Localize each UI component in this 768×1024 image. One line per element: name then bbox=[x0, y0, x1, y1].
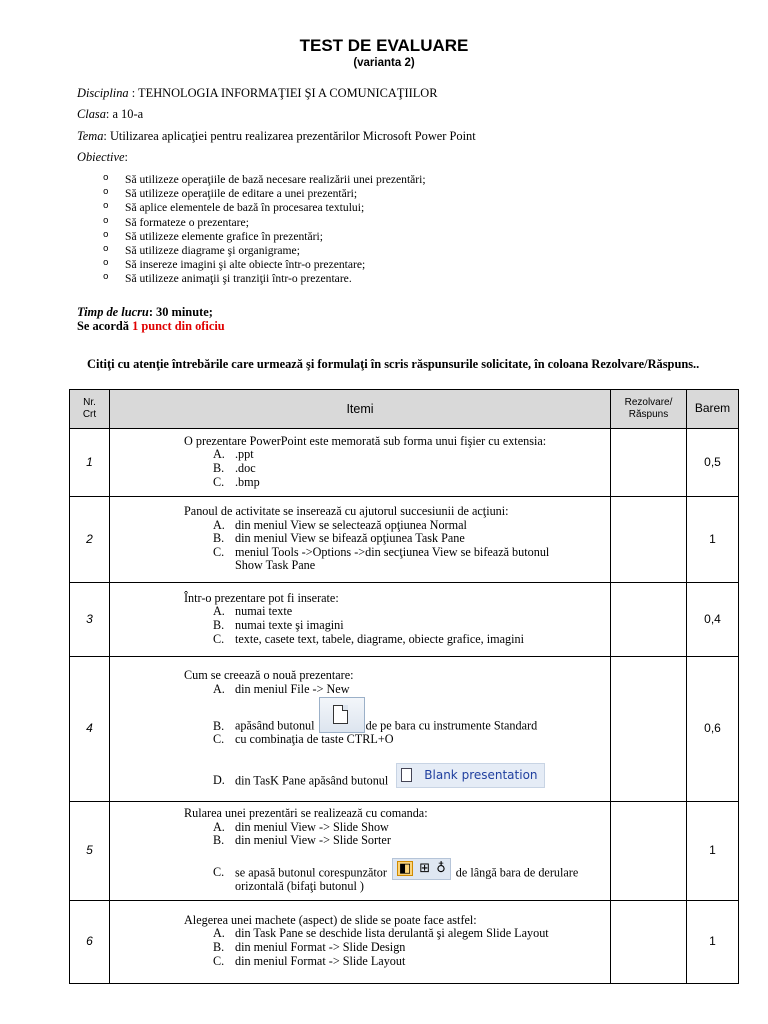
item-number: 2 bbox=[70, 497, 110, 583]
item-question: O prezentare PowerPoint este memorată sub forma unui fişier cu extensia: A. .ppt B. .doc C. .bmp bbox=[110, 429, 611, 497]
tema-line bbox=[77, 130, 476, 144]
option: B. .doc bbox=[213, 461, 256, 475]
item-barem: 1 bbox=[687, 900, 739, 983]
option: C. din meniul Format -> Slide Layout bbox=[213, 953, 406, 968]
clasa-label: Clasa bbox=[77, 107, 106, 121]
item-question: Alegerea unei machete (aspect) de slide se poate face astfel: A. din Task Pane se deschide lista derulantă şi alegem Slide Layout B. din meniul Format -> Slide Design C. din meniul Format -> Slide Layout bbox=[110, 900, 611, 983]
objective-item: o Să aplice elementele de bază în procesarea textului; bbox=[103, 201, 365, 215]
obiective-colon: : bbox=[124, 150, 128, 164]
option: A. .ppt bbox=[213, 447, 254, 462]
options-list bbox=[184, 605, 610, 646]
option: B. din meniul View -> Slide Sorter bbox=[213, 833, 391, 848]
objective-item: o Să utilizeze elemente grafice în prezentări; bbox=[103, 229, 323, 243]
options-list bbox=[184, 448, 610, 489]
bonus-line bbox=[77, 320, 225, 334]
header-nr: Nr. Crt bbox=[70, 390, 110, 429]
option: B. din meniul Format -> Slide Design bbox=[213, 940, 406, 955]
options-list bbox=[184, 927, 610, 968]
items-table bbox=[69, 389, 739, 984]
option: B. numai texte şi imagini bbox=[213, 618, 344, 632]
item-question: Cum se creează o nouă prezentare: A. din meniul File -> New B. apăsând butonul de pe bara cu instrumente Standard C. cu combinaţia de taste CTRL+O D. din TasK Pane apăsând butonul Blank presentation bbox=[110, 657, 611, 802]
blank-presentation-button: Blank presentation bbox=[396, 763, 544, 788]
time-value: : 30 minute; bbox=[148, 305, 213, 319]
objectives-list bbox=[103, 173, 426, 287]
option: C. texte, casete text, tabele, diagrame, obiecte grafice, imagini bbox=[213, 631, 524, 646]
slide-sorter-icon: ⊞ bbox=[419, 861, 431, 877]
item-barem: 0,5 bbox=[687, 429, 739, 497]
option: A. din meniul View -> Slide Show bbox=[213, 819, 389, 834]
option: D. din TasK Pane apăsând butonul Blank presentation bbox=[213, 763, 610, 788]
clasa-value: : a 10-a bbox=[105, 107, 144, 121]
obiective-label: Obiective bbox=[77, 150, 125, 164]
item-question: Panoul de activitate se inserează cu ajutorul succesiunii de acţiuni: A. din meniul View se selectează opţiunea Normal B. din meniul View se bifează opţiunea Task Pane C. meniul Tools ->Options ->din secţiunea View se bifează butonul Show Task Pane bbox=[110, 497, 611, 583]
answer-cell[interactable] bbox=[611, 497, 687, 583]
header-rezolvare: Rezolvare/ Răspuns bbox=[611, 390, 687, 429]
normal-view-icon: ◧ bbox=[399, 861, 412, 877]
option: C. se apasă butonul corespunzător ◧ ⊞ ♁ de lângă bara de derulare orizontală (bifaţi butonul ) bbox=[213, 858, 610, 894]
answer-cell[interactable] bbox=[611, 583, 687, 657]
answer-cell[interactable] bbox=[611, 900, 687, 983]
option: C. meniul Tools ->Options ->din secţiunea View se bifează butonul Show Task Pane bbox=[213, 544, 550, 573]
answer-cell[interactable] bbox=[611, 802, 687, 901]
bullet-icon: o bbox=[103, 243, 109, 254]
answer-cell[interactable] bbox=[611, 657, 687, 802]
bonus-highlight: 1 punct din oficiu bbox=[132, 319, 225, 333]
item-number: 4 bbox=[70, 657, 110, 802]
table-row bbox=[70, 900, 739, 983]
item-number: 5 bbox=[70, 802, 110, 901]
header-barem: Barem bbox=[687, 390, 739, 429]
objective-item: o Să insereze imagini şi alte obiecte într-o prezentare; bbox=[103, 258, 366, 272]
bullet-icon: o bbox=[103, 201, 109, 212]
options-list bbox=[184, 821, 610, 894]
objective-item: o Să formateze o prezentare; bbox=[103, 215, 249, 229]
obiective-line bbox=[77, 151, 128, 165]
item-barem: 0,4 bbox=[687, 583, 739, 657]
item-number: 1 bbox=[70, 429, 110, 497]
option: A. numai texte bbox=[213, 604, 293, 619]
bullet-icon: o bbox=[103, 187, 109, 198]
time-label: Timp de lucru bbox=[77, 305, 149, 319]
option: A. din meniul File -> New bbox=[213, 681, 350, 696]
item-question: Într-o prezentare pot fi inserate: A. numai texte B. numai texte şi imagini C. texte, casete text, tabele, diagrame, obiecte grafice, imagini bbox=[110, 583, 611, 657]
page-subtitle: (varianta 2) bbox=[353, 57, 415, 69]
item-barem: 0,6 bbox=[687, 657, 739, 802]
bullet-icon: o bbox=[103, 215, 109, 226]
blank-page-icon bbox=[401, 768, 412, 782]
option: C. .bmp bbox=[213, 474, 260, 489]
disciplina-value: : TEHNOLOGIA INFORMAŢIEI ŞI A COMUNICAŢIILOR bbox=[128, 86, 438, 100]
options-list bbox=[184, 519, 610, 574]
disciplina-line bbox=[77, 87, 437, 101]
table-row bbox=[70, 657, 739, 802]
table-header-row bbox=[70, 390, 739, 429]
option: B. din meniul View se bifează opţiunea Task Pane bbox=[213, 531, 465, 546]
objective-item: o Să utilizeze operaţiile de bază necesare realizării unei prezentări; bbox=[103, 173, 426, 186]
option: C. cu combinaţia de taste CTRL+O bbox=[213, 732, 394, 747]
bullet-icon: o bbox=[103, 173, 109, 183]
item-barem: 1 bbox=[687, 802, 739, 901]
item-number: 6 bbox=[70, 900, 110, 983]
option: A. din Task Pane se deschide lista derulantă şi alegem Slide Layout bbox=[213, 926, 549, 941]
bullet-icon: o bbox=[103, 272, 109, 283]
bullet-icon: o bbox=[103, 229, 109, 240]
tema-label: Tema bbox=[77, 129, 104, 143]
objective-item: o Să utilizeze operaţiile de editare a unei prezentări; bbox=[103, 187, 358, 201]
item-number: 3 bbox=[70, 583, 110, 657]
view-buttons bbox=[392, 858, 451, 880]
options-list bbox=[184, 683, 610, 788]
disciplina-label: Disciplina bbox=[77, 86, 129, 100]
item-barem: 1 bbox=[687, 497, 739, 583]
new-document-icon bbox=[319, 697, 365, 733]
answer-cell[interactable] bbox=[611, 429, 687, 497]
bullet-icon: o bbox=[103, 258, 109, 269]
item-question: Rularea unei prezentări se realizează cu comanda: A. din meniul View -> Slide Show B. din meniul View -> Slide Sorter C. se apasă butonul corespunzător ◧ ⊞ ♁ de lângă bara de derulare orizontală (bifaţi butonul ) bbox=[110, 802, 611, 901]
header-itemi: Itemi bbox=[110, 390, 611, 429]
table-row bbox=[70, 497, 739, 583]
instructions: Citiţi cu atenţie întrebările care urmează şi formulaţi în scris răspunsurile solicitate, în coloana Rezolvare/Răspuns.. bbox=[87, 357, 700, 371]
slide-show-icon: ♁ bbox=[436, 861, 446, 877]
objective-item: o Să utilizeze animaţii şi tranziţii într-o prezentare. bbox=[103, 272, 352, 286]
bonus-prefix: Se acordă bbox=[77, 319, 133, 333]
tema-value: : Utilizarea aplicaţiei pentru realizarea prezentărilor Microsoft Power Point bbox=[103, 129, 476, 143]
objective-item: o Să utilizeze diagrame şi organigrame; bbox=[103, 243, 300, 257]
table-row bbox=[70, 802, 739, 901]
clasa-line bbox=[77, 108, 143, 122]
time-line bbox=[77, 306, 213, 320]
option: B. apăsând butonul de pe bara cu instrumente Standard bbox=[213, 697, 610, 733]
option: A. din meniul View se selectează opţiunea Normal bbox=[213, 517, 467, 532]
page-title: TEST DE EVALUARE bbox=[299, 36, 469, 55]
table-row bbox=[70, 583, 739, 657]
table-row bbox=[70, 429, 739, 497]
